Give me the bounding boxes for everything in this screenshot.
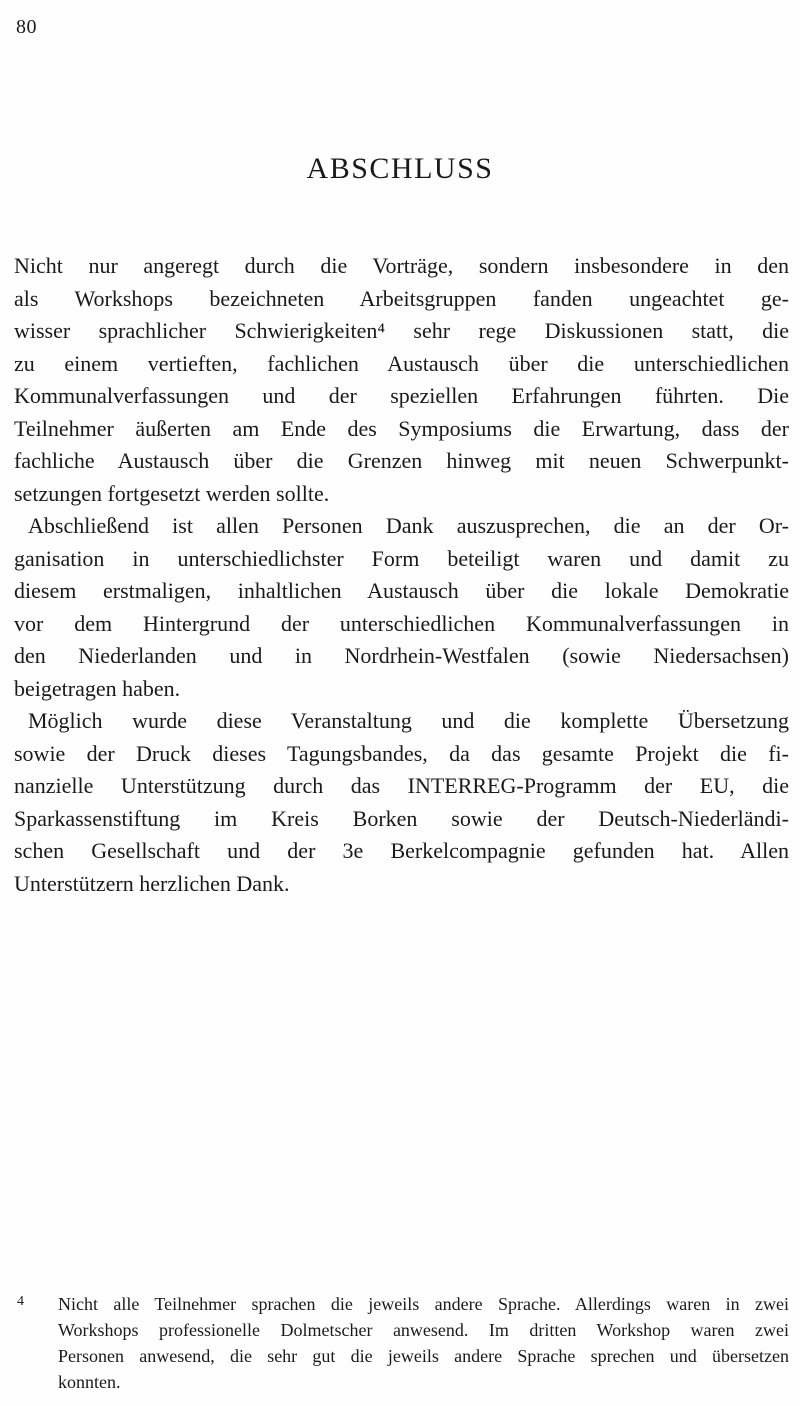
text-line: Möglich wurde diese Veranstaltung und die komplette Übersetzung	[28, 708, 789, 733]
text-line: den Niederlanden und in Nordrhein-Westfalen (sowie Niedersachsen)	[14, 643, 789, 668]
text-line: Unterstützern herzlichen Dank.	[14, 870, 290, 896]
text-line: Abschließend ist allen Personen Dank auszusprechen, die an der Or-	[28, 513, 789, 538]
text-line: beigetragen haben.	[14, 675, 181, 701]
footnote-text	[58, 1291, 789, 1395]
text-line: Kommunalverfassungen und der speziellen Erfahrungen führten. Die	[14, 383, 789, 408]
text-line: fachliche Austausch über die Grenzen hinweg mit neuen Schwerpunkt-	[14, 448, 789, 473]
text-line: Sparkassenstiftung im Kreis Borken sowie der Deutsch-Niederländi-	[14, 805, 789, 831]
text-line: Nicht nur angeregt durch die Vorträge, sondern insbesondere in den	[14, 253, 789, 278]
text-line: diesem erstmaligen, inhaltlichen Austausch über die lokale Demokratie	[14, 578, 789, 603]
text-line: als Workshops bezeichneten Arbeitsgruppen fanden ungeachtet ge-	[14, 285, 789, 311]
text-line: schen Gesellschaft und der 3e Berkelcompagnie gefunden hat. Allen	[14, 838, 789, 863]
footnote-marker: 4	[17, 1294, 24, 1309]
text-line: konnten.	[58, 1372, 121, 1392]
text-line: zu einem vertieften, fachlichen Austausch über die unterschiedlichen	[14, 350, 789, 376]
paragraph	[14, 250, 789, 510]
text-line: ganisation in unterschiedlichster Form beteiligt waren und damit zu	[14, 545, 789, 571]
text-line: vor dem Hintergrund der unterschiedlichen Kommunalverfassungen in	[14, 610, 789, 636]
body-text	[14, 250, 789, 900]
text-line: setzungen fortgesetzt werden sollte.	[14, 480, 330, 506]
page-number: 80	[16, 16, 37, 38]
paragraph	[14, 510, 789, 705]
text-line: Workshops professionelle Dolmetscher anwesend. Im dritten Workshop waren zwei	[58, 1320, 789, 1340]
text-line: Nicht alle Teilnehmer sprachen die jeweils andere Sprache. Allerdings waren in zwei	[58, 1294, 789, 1314]
text-line: nanzielle Unterstützung durch das INTERREG-Programm der EU, die	[14, 773, 789, 798]
footnote	[14, 1291, 789, 1395]
page-title: ABSCHLUSS	[306, 152, 494, 185]
text-line: sowie der Druck dieses Tagungsbandes, da das gesamte Projekt die fi-	[14, 740, 789, 766]
paragraph	[14, 705, 789, 900]
text-line: Personen anwesend, die sehr gut die jeweils andere Sprache sprechen und übersetzen	[58, 1346, 789, 1366]
text-line: Teilnehmer äußerten am Ende des Symposiums die Erwartung, dass der	[14, 415, 789, 441]
text-line: wisser sprachlicher Schwierigkeiten⁴ sehr rege Diskussionen statt, die	[14, 318, 789, 343]
